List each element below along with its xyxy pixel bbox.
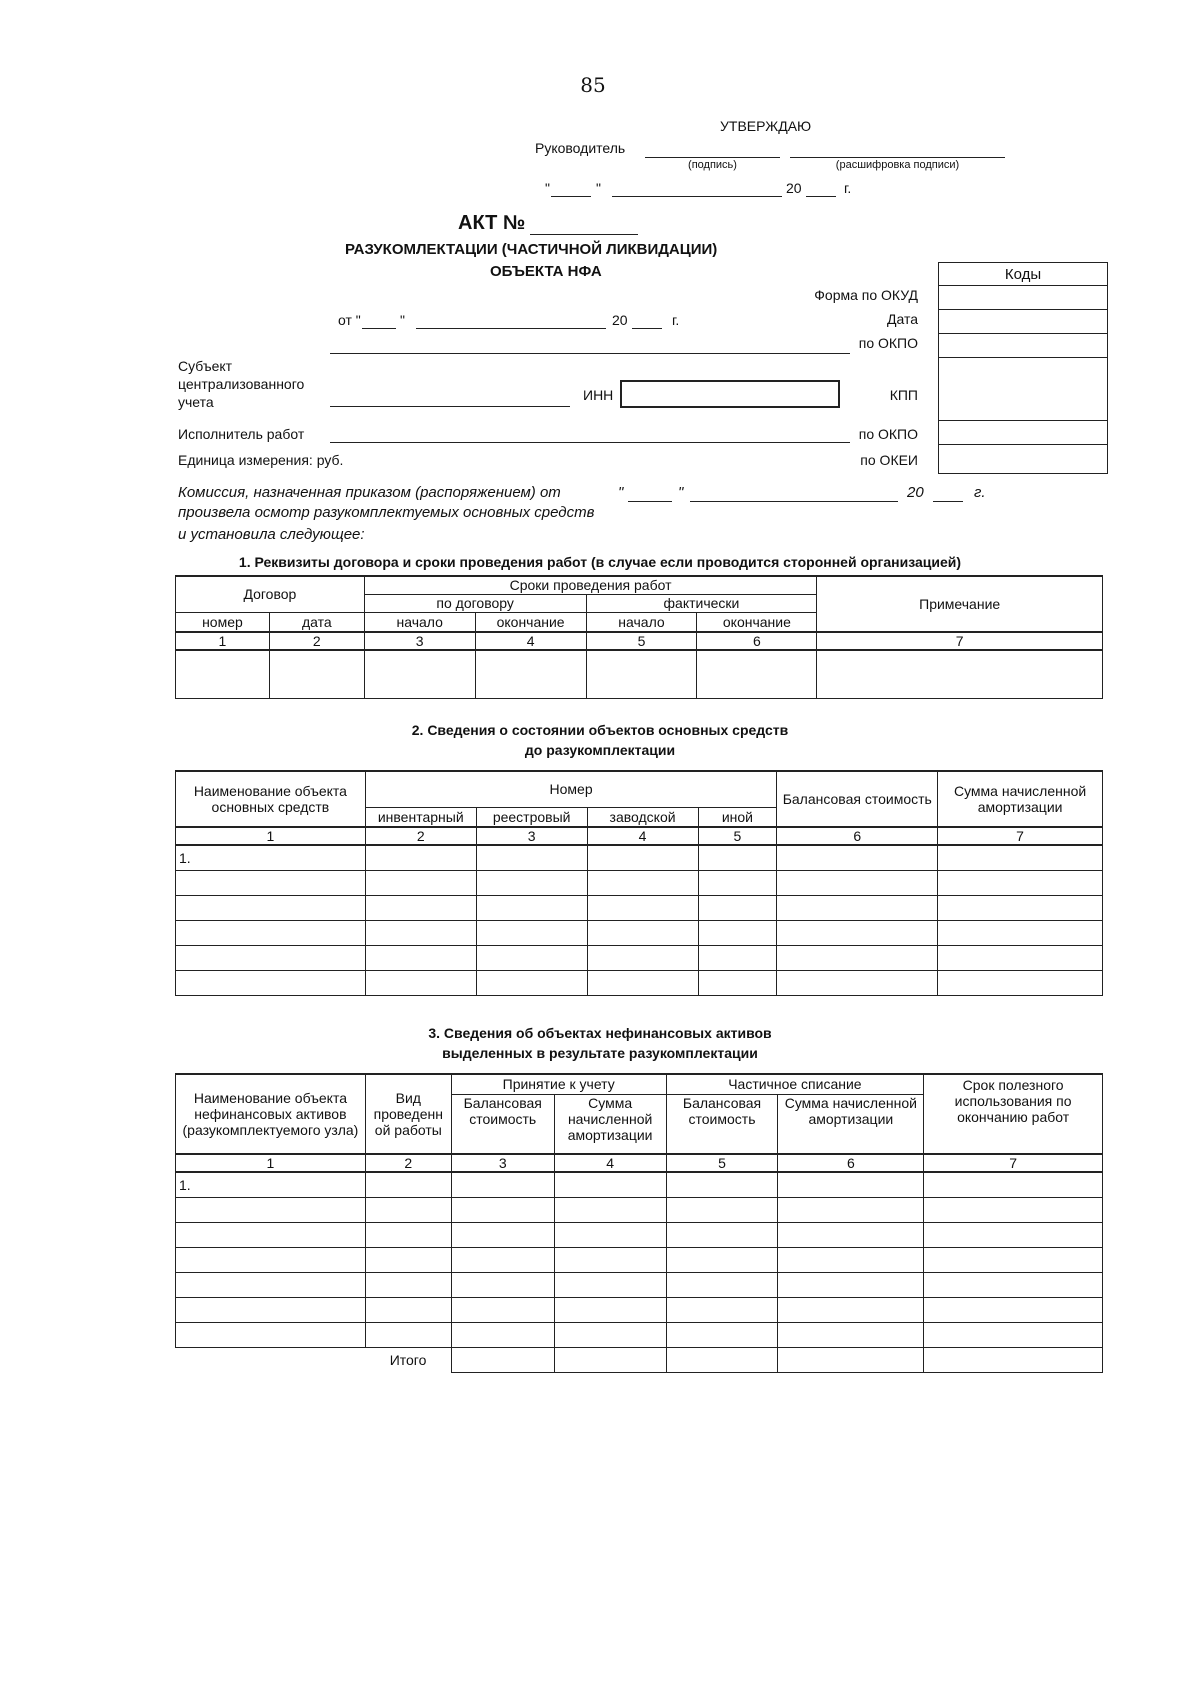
table-cell[interactable] xyxy=(451,1197,554,1222)
table-row xyxy=(176,650,1103,698)
s3-col-num: 2 xyxy=(365,1154,451,1172)
approval-year-line xyxy=(806,196,836,197)
s1-end-header: окончание xyxy=(475,612,586,632)
s1-terms-header: Сроки проведения работ xyxy=(364,576,817,594)
commission-line3: и установила следующее: xyxy=(178,526,365,543)
from-year-line xyxy=(632,328,662,329)
table-cell[interactable] xyxy=(176,945,366,970)
section3-title-line2: выделенных в результате разукомплектации xyxy=(442,1045,758,1061)
table-cell[interactable] xyxy=(778,1247,924,1272)
decoding-line xyxy=(790,157,1005,158)
table-cell[interactable] xyxy=(666,1247,778,1272)
total-cell[interactable] xyxy=(666,1347,778,1372)
s1-number-header: номер xyxy=(176,612,270,632)
act-number-label: АКТ № xyxy=(458,212,526,234)
s2-other-header: иной xyxy=(698,807,777,827)
table-cell[interactable] xyxy=(938,970,1103,995)
code-label-okei: по ОКЕИ xyxy=(860,452,918,468)
s2-col-num: 7 xyxy=(938,827,1103,845)
code-kpp[interactable] xyxy=(939,358,1108,421)
table-cell[interactable] xyxy=(554,1172,666,1197)
table-row xyxy=(176,845,1103,870)
s3-partial-header: Частичное списание xyxy=(666,1074,924,1094)
s2-first-row-label: 1. xyxy=(176,845,366,870)
table-cell[interactable] xyxy=(698,920,777,945)
table-cell[interactable] xyxy=(698,870,777,895)
table-cell[interactable] xyxy=(365,1297,451,1322)
table-cell[interactable] xyxy=(938,945,1103,970)
table-row xyxy=(176,1247,1103,1272)
table-cell[interactable] xyxy=(698,845,777,870)
section3-title-line1: 3. Сведения об объектах нефинансовых активов xyxy=(428,1025,772,1041)
subject-label: Субъект централизованного учета xyxy=(178,358,305,410)
s3-book-value-header: Балансовая стоимость xyxy=(451,1094,554,1154)
org-name-line xyxy=(330,353,850,354)
from-label: от " xyxy=(338,312,361,328)
from-year-suffix: г. xyxy=(672,312,680,328)
table-cell[interactable] xyxy=(698,895,777,920)
code-label-kpp: КПП xyxy=(889,387,918,403)
table-cell[interactable] xyxy=(476,970,587,995)
codes-header: Коды xyxy=(939,263,1108,286)
s3-work-type-header: Вид проведенн ой работы xyxy=(365,1074,451,1154)
table-cell[interactable] xyxy=(365,920,476,945)
s3-col-num: 7 xyxy=(924,1154,1103,1172)
from-day-line xyxy=(362,328,396,329)
executor-line[interactable] xyxy=(330,442,850,443)
table-cell[interactable] xyxy=(554,1272,666,1297)
table-cell[interactable] xyxy=(778,1322,924,1347)
s3-first-row-label: 1. xyxy=(176,1172,366,1197)
table-cell[interactable] xyxy=(777,970,938,995)
table-cell[interactable] xyxy=(554,1247,666,1272)
table-cell[interactable] xyxy=(924,1172,1103,1197)
s1-start-header: начало xyxy=(364,612,475,632)
table-cell[interactable] xyxy=(176,870,366,895)
table-row xyxy=(176,1222,1103,1247)
table-cell[interactable] xyxy=(176,1197,366,1222)
total-cell[interactable] xyxy=(451,1347,554,1372)
approval-day-line xyxy=(551,196,591,197)
s2-number-header: Номер xyxy=(365,771,777,807)
table-cell[interactable] xyxy=(586,650,697,698)
table-cell[interactable] xyxy=(938,845,1103,870)
section1-title: 1. Реквизиты договора и сроки проведения работ (в случае если проводится сторонней организацией) xyxy=(238,554,962,570)
table-cell[interactable] xyxy=(365,1172,451,1197)
table-cell[interactable] xyxy=(777,845,938,870)
table-cell[interactable] xyxy=(666,1172,778,1197)
codes-table xyxy=(938,262,1108,474)
table-cell[interactable] xyxy=(666,1222,778,1247)
table-cell[interactable] xyxy=(451,1222,554,1247)
table-cell[interactable] xyxy=(451,1247,554,1272)
table-cell[interactable] xyxy=(269,650,364,698)
s2-registry-header: реестровый xyxy=(476,807,587,827)
table-cell[interactable] xyxy=(554,1197,666,1222)
table-cell[interactable] xyxy=(924,1322,1103,1347)
page-number: 85 xyxy=(580,73,606,97)
approval-quote-open: " xyxy=(545,180,550,196)
table-cell[interactable] xyxy=(365,945,476,970)
table-cell[interactable] xyxy=(365,1197,451,1222)
decoding-caption: (расшифровка подписи) xyxy=(835,159,960,171)
s3-partial-book-value-header: Балансовая стоимость xyxy=(666,1094,778,1154)
table-cell[interactable] xyxy=(176,1322,366,1347)
table-cell[interactable] xyxy=(924,1297,1103,1322)
table-cell[interactable] xyxy=(176,895,366,920)
table-cell[interactable] xyxy=(554,1322,666,1347)
signature-caption: (подпись) xyxy=(688,159,737,171)
s2-col-num: 2 xyxy=(365,827,476,845)
table-cell[interactable] xyxy=(364,650,475,698)
s1-contract-header: Договор xyxy=(176,576,365,612)
table-cell[interactable] xyxy=(451,1172,554,1197)
s1-col-num: 2 xyxy=(269,632,364,650)
inn-label: ИНН xyxy=(583,387,614,403)
table-cell[interactable] xyxy=(365,870,476,895)
commission-year-prefix: 20 xyxy=(907,484,924,501)
act-number-line xyxy=(530,234,638,235)
code-okud[interactable] xyxy=(939,286,1108,310)
table-cell[interactable] xyxy=(587,970,698,995)
s2-book-value-header: Балансовая стоимость xyxy=(777,771,938,827)
s3-col-num: 4 xyxy=(554,1154,666,1172)
table-cell[interactable] xyxy=(476,945,587,970)
commission-quote-close: " xyxy=(678,484,684,501)
s3-col-num: 3 xyxy=(451,1154,554,1172)
s2-col-num: 6 xyxy=(777,827,938,845)
table-cell[interactable] xyxy=(924,1222,1103,1247)
table-cell[interactable] xyxy=(176,920,366,945)
s3-col-num: 6 xyxy=(778,1154,924,1172)
table-cell[interactable] xyxy=(666,1322,778,1347)
from-year-prefix: 20 xyxy=(612,312,628,328)
signature-line xyxy=(645,157,780,158)
table-cell[interactable] xyxy=(176,1272,366,1297)
s2-col-num: 5 xyxy=(698,827,777,845)
table-cell[interactable] xyxy=(554,1297,666,1322)
total-row xyxy=(176,1347,1103,1372)
approval-quote-close: " xyxy=(596,180,601,196)
s3-col-num: 5 xyxy=(666,1154,778,1172)
s1-actual-start-header: начало xyxy=(586,612,697,632)
table-row xyxy=(176,1297,1103,1322)
table-cell[interactable] xyxy=(476,845,587,870)
table-row xyxy=(176,1272,1103,1297)
head-label: Руководитель xyxy=(535,140,626,156)
table-cell[interactable] xyxy=(176,1297,366,1322)
table-cell[interactable] xyxy=(365,1247,451,1272)
table-cell[interactable] xyxy=(587,920,698,945)
code-okpo-2[interactable] xyxy=(939,421,1108,445)
table-cell[interactable] xyxy=(365,1222,451,1247)
total-cell[interactable] xyxy=(554,1347,666,1372)
table-cell[interactable] xyxy=(924,1197,1103,1222)
table-cell[interactable] xyxy=(554,1222,666,1247)
table-cell[interactable] xyxy=(176,1247,366,1272)
table-cell[interactable] xyxy=(777,870,938,895)
title-line2: ОБЪЕКТА НФА xyxy=(490,263,602,280)
table-cell[interactable] xyxy=(451,1297,554,1322)
inn-field[interactable] xyxy=(620,380,840,408)
commission-month-line xyxy=(690,501,898,502)
table-cell[interactable] xyxy=(365,845,476,870)
s3-partial-depreciation-header: Сумма начисленной амортизации xyxy=(778,1094,924,1154)
table-row xyxy=(176,945,1103,970)
table-cell[interactable] xyxy=(778,1172,924,1197)
s2-inventory-header: инвентарный xyxy=(365,807,476,827)
table-cell[interactable] xyxy=(938,870,1103,895)
table-cell[interactable] xyxy=(666,1297,778,1322)
code-okei[interactable] xyxy=(939,445,1108,474)
table-row xyxy=(176,970,1103,995)
table-cell[interactable] xyxy=(697,650,817,698)
table-cell[interactable] xyxy=(778,1222,924,1247)
s2-col-num: 4 xyxy=(587,827,698,845)
table-row xyxy=(176,895,1103,920)
code-label-okpo: по ОКПО xyxy=(858,335,918,351)
table-cell[interactable] xyxy=(666,1197,778,1222)
s1-col-num: 3 xyxy=(364,632,475,650)
table-cell[interactable] xyxy=(365,1272,451,1297)
table-cell[interactable] xyxy=(475,650,586,698)
s1-col-num: 5 xyxy=(586,632,697,650)
s1-date-header: дата xyxy=(269,612,364,632)
table-cell[interactable] xyxy=(365,970,476,995)
table-cell[interactable] xyxy=(176,1222,366,1247)
s3-col-num: 1 xyxy=(176,1154,366,1172)
s2-col-num: 1 xyxy=(176,827,366,845)
approval-year-suffix: г. xyxy=(844,180,852,196)
s1-col-num: 4 xyxy=(475,632,586,650)
title-line1: РАЗУКОМЛЕКТАЦИИ (ЧАСТИЧНОЙ ЛИКВИДАЦИИ) xyxy=(345,241,718,258)
table-cell[interactable] xyxy=(365,895,476,920)
table-row xyxy=(176,1197,1103,1222)
table-cell[interactable] xyxy=(924,1247,1103,1272)
subject-line[interactable] xyxy=(330,406,570,407)
code-label-okud: Форма по ОКУД xyxy=(814,287,918,303)
code-date[interactable] xyxy=(939,310,1108,334)
s2-col-num: 3 xyxy=(476,827,587,845)
table-cell[interactable] xyxy=(778,1272,924,1297)
table-cell[interactable] xyxy=(778,1197,924,1222)
section3-table xyxy=(175,1073,1103,1373)
table-cell[interactable] xyxy=(587,895,698,920)
table-cell[interactable] xyxy=(587,945,698,970)
table-cell[interactable] xyxy=(666,1272,778,1297)
s1-actual-header: фактически xyxy=(586,594,817,612)
s1-actual-end-header: окончание xyxy=(697,612,817,632)
table-cell[interactable] xyxy=(778,1297,924,1322)
section1-table xyxy=(175,575,1103,699)
section2-table xyxy=(175,770,1103,996)
approval-year-prefix: 20 xyxy=(786,180,802,196)
table-cell[interactable] xyxy=(176,650,270,698)
table-cell[interactable] xyxy=(476,920,587,945)
approval-month-line xyxy=(612,196,782,197)
from-month-line xyxy=(416,328,606,329)
section2-title-line2: до разукомплектации xyxy=(524,742,676,758)
table-row xyxy=(176,1172,1103,1197)
commission-year-line xyxy=(933,501,963,502)
commission-line1: Комиссия, назначенная приказом (распоряжением) от xyxy=(178,484,561,501)
table-cell[interactable] xyxy=(777,895,938,920)
commission-year-suffix: г. xyxy=(974,484,986,501)
s2-factory-header: заводской xyxy=(587,807,698,827)
table-row xyxy=(176,920,1103,945)
from-quote-close: " xyxy=(400,312,405,328)
table-cell[interactable] xyxy=(817,650,1103,698)
executor-label: Исполнитель работ xyxy=(178,426,305,442)
s2-object-name-header: Наименование объекта основных средств xyxy=(176,771,366,827)
table-cell[interactable] xyxy=(587,870,698,895)
s3-useful-life-header: Срок полезного использования по окончанию работ xyxy=(924,1074,1103,1154)
table-cell[interactable] xyxy=(698,970,777,995)
commission-line2: произвела осмотр разукомплектуемых основных средств xyxy=(178,504,595,521)
s1-note-header: Примечание xyxy=(817,576,1103,632)
s1-col-num: 6 xyxy=(697,632,817,650)
s1-col-num: 1 xyxy=(176,632,270,650)
code-label-date: Дата xyxy=(886,311,918,327)
table-row xyxy=(176,870,1103,895)
unit-label: Единица измерения: руб. xyxy=(178,452,344,468)
approval-heading: УТВЕРЖДАЮ xyxy=(720,118,812,134)
s3-object-name-header: Наименование объекта нефинансовых активов (разукомплектуемого узла) xyxy=(176,1074,366,1154)
table-cell[interactable] xyxy=(176,970,366,995)
s3-depreciation-header: Сумма начисленной амортизации xyxy=(554,1094,666,1154)
table-cell[interactable] xyxy=(924,1272,1103,1297)
total-label: Итого xyxy=(365,1347,451,1372)
table-cell[interactable] xyxy=(777,945,938,970)
total-cell[interactable] xyxy=(924,1347,1103,1372)
s3-accounting-header: Принятие к учету xyxy=(451,1074,666,1094)
total-cell[interactable] xyxy=(778,1347,924,1372)
code-label-okpo-2: по ОКПО xyxy=(858,426,918,442)
table-cell[interactable] xyxy=(365,1322,451,1347)
table-cell[interactable] xyxy=(698,945,777,970)
table-cell[interactable] xyxy=(587,845,698,870)
table-cell[interactable] xyxy=(451,1272,554,1297)
table-cell[interactable] xyxy=(476,870,587,895)
table-cell[interactable] xyxy=(938,895,1103,920)
s1-by-contract-header: по договору xyxy=(364,594,586,612)
section2-title-line1: 2. Сведения о состоянии объектов основных средств xyxy=(411,722,789,738)
code-okpo[interactable] xyxy=(939,334,1108,358)
commission-day-line xyxy=(628,501,672,502)
table-cell[interactable] xyxy=(476,895,587,920)
commission-quote-open: " xyxy=(618,484,624,501)
table-cell[interactable] xyxy=(938,920,1103,945)
s1-col-num: 7 xyxy=(817,632,1103,650)
s2-depreciation-header: Сумма начисленной амортизации xyxy=(938,771,1103,827)
table-cell[interactable] xyxy=(777,920,938,945)
table-cell[interactable] xyxy=(451,1322,554,1347)
table-row xyxy=(176,1322,1103,1347)
